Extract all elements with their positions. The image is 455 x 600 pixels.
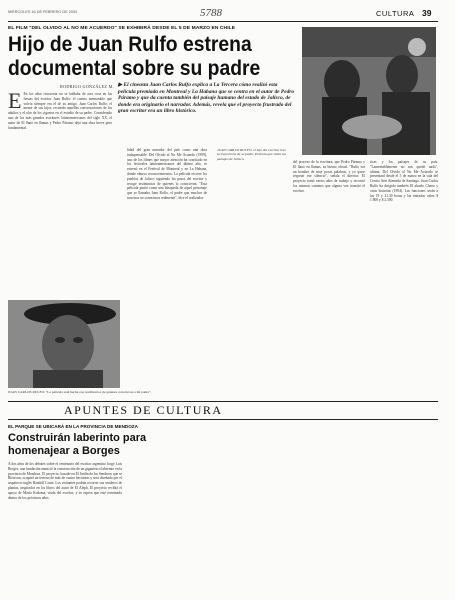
secondary-headline-line-2: homenajear a Borges — [8, 444, 120, 457]
secondary-body: A dos años de los debates sobre el centenario del escritor argentino Jorge Luis Borges, una fundación anunció la construcción de un gigantesco laberinto en la provincia de Mendoza. El proyecto, basado en El Jardín de los Senderos que se Bifurcan, ocupará un terreno de más de cuatro hectáreas y será diseñado por el arquitecto inglés Randoll Coate. Los visitantes podrán recorrer sus senderos de plantas, inspirados en los libros del autor de El Aleph. El proyecto recibió el apoyo de María Kodama, viuda del escritor, y se espera que esté terminado dentro de los próximos años. — [8, 462, 122, 500]
body-column-2 — [127, 148, 207, 398]
header-rule — [8, 21, 438, 22]
drop-cap: E — [8, 92, 22, 113]
section-banner: APUNTES DE CULTURA — [64, 403, 223, 417]
handwritten-number: 5788 — [200, 7, 222, 19]
body-column-1 — [8, 92, 112, 299]
body-column-4 — [370, 160, 438, 305]
lead-paragraph — [118, 82, 296, 115]
banner-rule-top — [8, 401, 438, 402]
column-2-text: lidad del gran narrador del país como una obra indispensable. Del Olvido al No Me Acuerdo (1999), uno de los filmes que mayor atención ha concitado en los festivales latinoamericanos del último año, se estrenó en el Festival de Montreal y en La Habana, donde obtuvo reconocimientos. La película recorre los pueblos de Jalisco siguiendo los pasos del escritor y recoge testimonios de quienes lo conocieron. "Esta película partió como una búsqueda de aquel personaje que se llamaba Juan Rulfo, el padre que muchos de nosotros no conocimos realmente", dice el realizador. — [127, 148, 207, 200]
section-label: CULTURA — [376, 9, 415, 18]
body-column-3 — [293, 160, 365, 305]
photo-figures-image — [302, 27, 436, 155]
secondary-kicker: EL PARQUE SE UBICARÁ EN LA PROVINCIA DE MENDOZA — [8, 424, 138, 429]
secondary-headline-line-1: Construirán laberinto para — [8, 432, 147, 444]
portrait-image — [8, 300, 120, 388]
lead-text: El cineasta Juan Carlos Rulfo explica a La Tercera cómo realizó esta película premiada en Montreal y La Habana que se centra en el autor de Pedro Páramo y que da cuenta también del paisaje humano del estado de Jalisco, de donde era originario el narrador. Además, revela que el proyecto frustrado del gran escritor era un libro histórico. — [118, 82, 295, 115]
photo-caption: JUAN CARLOS RULFO, el hijo del escritor, tras la trayectoria de su padre. Película que visita los paisajes de Jalisco. — [217, 148, 286, 161]
secondary-headline — [8, 432, 146, 457]
portrait-photo — [8, 300, 120, 388]
banner-rule-bottom — [8, 419, 438, 420]
column-3-text: del proceso de la escritura, que Pedro Páramo y El llano en llamas, su bienio oficial. "Rulfo era un hombre de muy pocas palabras, y yo quise respetar ese silencio", señala el director. El proyecto tomó varios años de trabajo y recorrió los mismos caminos que alguna vez transitó el escritor. — [293, 160, 365, 193]
column-4-text: ticas y los paisajes de su país. "Lamentablemente no nos quedó nada", afirma. Del Olvido al No Me Acuerdo se presentará desde el 5 de marzo en la sala del Centro Arte Alameda de Santiago. Juan Carlos Rulfo ha dirigido también El abuelo Cheno y otras historias (1994). Las funciones serán a las 19 y 21.30 horas y las entradas valen $ 1.800 y $ 2.500. — [370, 160, 438, 203]
page-number: 39 — [422, 8, 432, 18]
byline: RODRIGO GONZÁLEZ M. — [60, 84, 114, 89]
header-meta: MIÉRCOLES 16 DE FEBRERO DE 2000 — [8, 10, 78, 14]
column-1-text: En los años cincuenta no se hablaba de otra cosa en las fiestas del escritor Juan Rulfo: el cuento memorable que volvía siempre era el de su amigo. Juan Carlos Rulfo, el menor de sus hijos, recuerda aquellas conversaciones de los adultos y el olor de los cigarros en el estudio de su padre. Considerado uno de los más grandes escritores latinoamericanos del siglo XX, el autor de El llano en llamas y Pedro Páramo dejó una obra breve pero fundamental. — [8, 92, 112, 130]
top-photo — [302, 27, 436, 155]
headline-line-1: Hijo de Juan Rulfo estrena — [8, 33, 252, 56]
lead-marker: ▶ — [118, 82, 123, 88]
article-headline — [8, 33, 275, 81]
portrait-caption: JUAN CARLOS RULFO: "La película está hecha con testimonios de quienes conocieron a mi padre". — [8, 390, 152, 394]
headline-line-2: documental sobre su padre — [8, 57, 261, 80]
article-kicker: EL FILM "DEL OLVIDO AL NO ME ACUERDO" SE EXHIBIRÁ DESDE EL 5 DE MARZO EN CHILE — [8, 26, 236, 31]
